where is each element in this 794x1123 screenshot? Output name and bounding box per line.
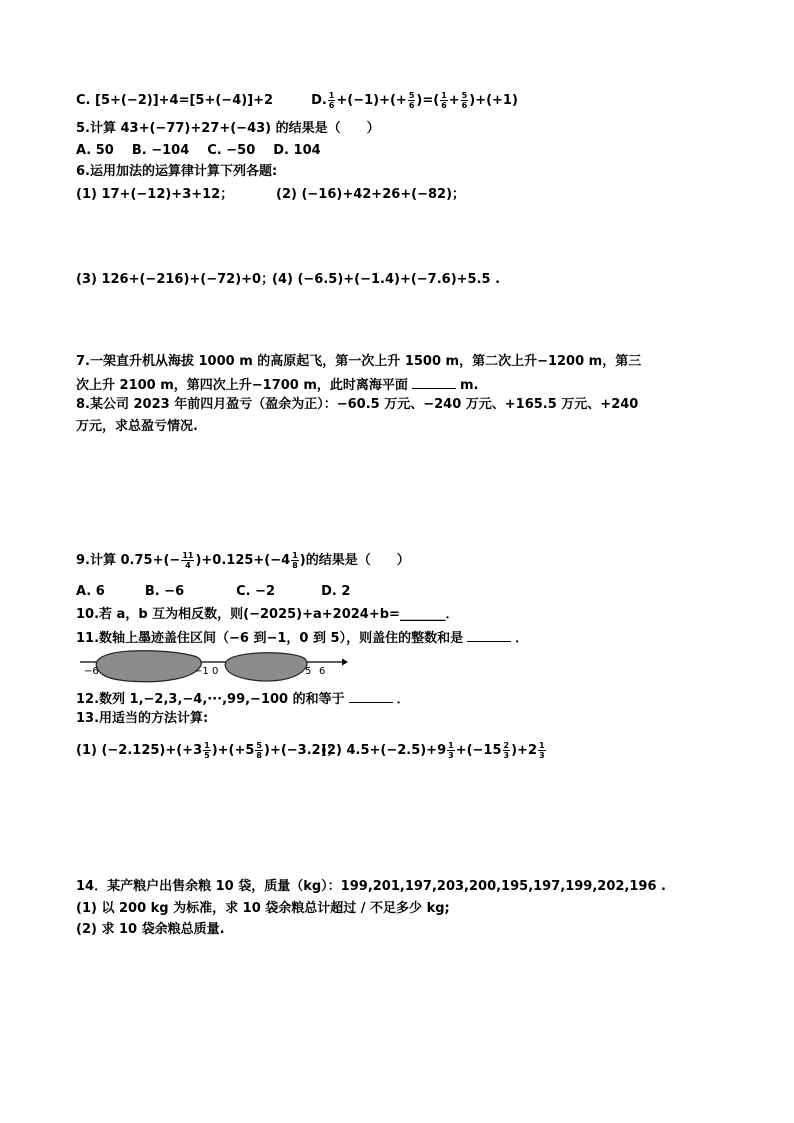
q8-line-1: 8.某公司 2023 年前四月盈亏（盈余为正）：−60.5 万元、−240 万元、+165.5 万元、+240 <box>76 397 639 412</box>
q7-answer-blank[interactable] <box>412 376 456 389</box>
axis-label-neg1: −1 <box>194 666 209 677</box>
number-line-figure <box>76 646 376 688</box>
q9-stem: 9.计算 0.75+(− $\frac{11}{4}$ )+0.125+(−4 $\frac{1}{8}$ )的结果是（ ） <box>76 551 410 570</box>
q5-stem: 5.计算 43+(−77)+27+(−43) 的结果是（ ） <box>76 121 380 136</box>
ink-blot-left <box>96 651 201 682</box>
q9-option-a: A. 6 <box>76 584 105 599</box>
q12-answer-blank[interactable] <box>349 690 393 703</box>
q4-option-c: C. [5+(−2)]+4=[5+(−4)]+2 <box>76 93 274 108</box>
q10-stem: 10.若 a，b 互为相反数，则(−2025)+a+2024+b=_______． <box>76 607 459 622</box>
q9-option-b: B. −6 <box>144 584 185 599</box>
axis-label-neg6: −6 <box>84 666 99 677</box>
q9-options <box>76 584 350 600</box>
q6-part-4: (4) (−6.5)+(−1.4)+(−7.6)+5.5 . <box>272 272 501 287</box>
q7-line-2: 次上升 2100 m，第四次上升−1700 m，此时离海平面 m. <box>76 378 479 393</box>
q11-stem: 11.数轴上墨迹盖住区间（−6 到−1，0 到 5），则盖住的整数和是 ． <box>76 631 529 646</box>
q4-option-d: D. $\frac{1}{6}$ +(−1)+(+ $\frac{5}{6}$ )=( $\frac{1}{6}$ + $\frac{5}{6}$ )+(+1) <box>311 91 518 110</box>
q5-option-d: D. 104 <box>273 143 321 158</box>
q14-part-2: (2) 求 10 袋余粮总质量. <box>76 922 225 937</box>
q5-options <box>76 143 321 159</box>
q12-stem: 12.数列 1,−2,3,−4,···,99,−100 的和等于 ． <box>76 692 410 707</box>
q13-part-1: (1) (−2.125)+(+3 $\frac{1}{5}$ )+(+5 $\frac{5}{8}$ )+(−3.2)； <box>76 741 340 760</box>
q6-part-2: (2) (−16)+42+26+(−82)； <box>276 187 466 202</box>
q13-part-2: (2) 4.5+(−2.5)+9 $\frac{1}{3}$ +(−15 $\frac{2}{3}$ )+2 $\frac{1}{3}$ <box>321 741 545 760</box>
q14-part-1: (1) 以 200 kg 为标准，求 10 袋余粮总计超过 / 不足多少 kg; <box>76 901 450 916</box>
q8-line-2: 万元，求总盈亏情况. <box>76 419 198 434</box>
q13-stem: 13.用适当的方法计算: <box>76 711 209 726</box>
axis-label-0: 0 <box>212 666 219 677</box>
q11-answer-blank[interactable] <box>467 629 511 642</box>
axis-label-6: 6 <box>319 666 326 677</box>
q6-part-3: (3) 126+(−216)+(−72)+0； <box>76 272 275 287</box>
q4-options <box>76 91 518 110</box>
q6-part-1: (1) 17+(−12)+3+12； <box>76 187 234 202</box>
axis-label-5: 5 <box>305 666 312 677</box>
ink-blot-right <box>225 653 307 681</box>
q9-option-d: D. 2 <box>321 584 351 599</box>
q7-line-1: 7.一架直升机从海拔 1000 m 的高原起飞，第一次上升 1500 m，第二次上升−1200 m，第三 <box>76 354 642 369</box>
q5-option-a: A. 50 <box>76 143 114 158</box>
q5-option-b: B. −104 <box>131 143 190 158</box>
q6-stem: 6.运用加法的运算律计算下列各题: <box>76 164 278 179</box>
q14-stem: 14．某产粮户出售余粮 10 袋，质量（kg）：199,201,197,203,200,195,197,199,202,196 . <box>76 879 666 894</box>
q5-option-c: C. −50 <box>207 143 256 158</box>
q9-option-c: C. −2 <box>236 584 276 599</box>
